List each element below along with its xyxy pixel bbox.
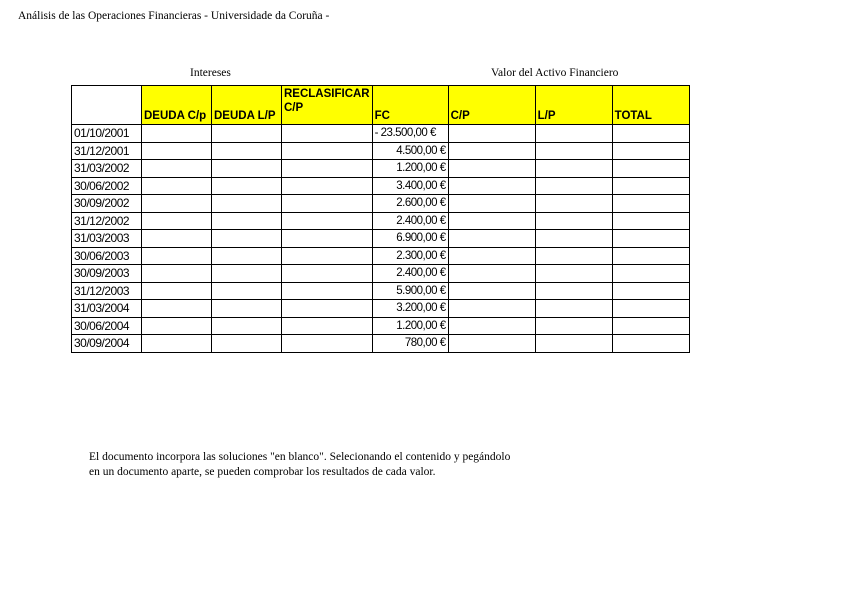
deuda-cp-cell bbox=[142, 125, 212, 143]
valor-total-cell bbox=[612, 195, 689, 213]
deuda-cp-cell bbox=[142, 300, 212, 318]
reclasificar-cp-cell bbox=[282, 125, 373, 143]
table-row bbox=[72, 212, 690, 230]
table-row bbox=[72, 160, 690, 178]
deuda-cp-cell bbox=[142, 160, 212, 178]
deuda-lp-cell bbox=[212, 300, 282, 318]
deuda-lp-cell bbox=[212, 230, 282, 248]
fc-cell: 2.600,00 € bbox=[372, 195, 448, 213]
document-title: Análisis de las Operaciones Financieras - Universidade da Coruña - bbox=[18, 10, 330, 22]
table-row bbox=[72, 195, 690, 213]
deuda-lp-cell bbox=[212, 282, 282, 300]
fc-cell: 2.400,00 € bbox=[372, 212, 448, 230]
deuda-lp-cell bbox=[212, 177, 282, 195]
valor-cp-cell bbox=[448, 212, 535, 230]
fc-cell: 4.500,00 € bbox=[372, 142, 448, 160]
header-cp: C/P bbox=[448, 86, 535, 125]
fc-cell: 3.200,00 € bbox=[372, 300, 448, 318]
table-row bbox=[72, 265, 690, 283]
date-cell: 30/09/2002 bbox=[72, 195, 142, 213]
date-cell: 01/10/2001 bbox=[72, 125, 142, 143]
reclasificar-cp-cell bbox=[282, 282, 373, 300]
table-header-row bbox=[72, 86, 690, 125]
table-row bbox=[72, 230, 690, 248]
valor-lp-cell bbox=[535, 177, 612, 195]
valor-lp-cell bbox=[535, 195, 612, 213]
fc-cell: 5.900,00 € bbox=[372, 282, 448, 300]
fc-cell: 2.400,00 € bbox=[372, 265, 448, 283]
header-reclasificar-cp: RECLASIFICAR C/P bbox=[282, 86, 373, 125]
valor-lp-cell bbox=[535, 247, 612, 265]
valor-total-cell bbox=[612, 142, 689, 160]
date-cell: 31/12/2001 bbox=[72, 142, 142, 160]
valor-lp-cell bbox=[535, 212, 612, 230]
valor-cp-cell bbox=[448, 317, 535, 335]
valor-cp-cell bbox=[448, 160, 535, 178]
deuda-cp-cell bbox=[142, 335, 212, 353]
table-row bbox=[72, 300, 690, 318]
valor-cp-cell bbox=[448, 300, 535, 318]
reclasificar-cp-cell bbox=[282, 247, 373, 265]
valor-cp-cell bbox=[448, 195, 535, 213]
valor-cp-cell bbox=[448, 265, 535, 283]
reclasificar-cp-cell bbox=[282, 335, 373, 353]
deuda-lp-cell bbox=[212, 142, 282, 160]
deuda-lp-cell bbox=[212, 247, 282, 265]
table-row bbox=[72, 247, 690, 265]
fc-cell: 6.900,00 € bbox=[372, 230, 448, 248]
deuda-lp-cell bbox=[212, 160, 282, 178]
date-cell: 31/03/2002 bbox=[72, 160, 142, 178]
deuda-cp-cell bbox=[142, 317, 212, 335]
deuda-lp-cell bbox=[212, 335, 282, 353]
table-row bbox=[72, 125, 690, 143]
valor-total-cell bbox=[612, 300, 689, 318]
reclasificar-cp-cell bbox=[282, 300, 373, 318]
valor-cp-cell bbox=[448, 177, 535, 195]
date-cell: 31/12/2003 bbox=[72, 282, 142, 300]
valor-cp-cell bbox=[448, 142, 535, 160]
reclasificar-cp-cell bbox=[282, 160, 373, 178]
valor-lp-cell bbox=[535, 160, 612, 178]
reclasificar-cp-cell bbox=[282, 265, 373, 283]
note-text bbox=[89, 450, 510, 480]
header-lp: L/P bbox=[535, 86, 612, 125]
fc-cell: 1.200,00 € bbox=[372, 317, 448, 335]
valor-total-cell bbox=[612, 335, 689, 353]
deuda-lp-cell bbox=[212, 317, 282, 335]
date-cell: 31/03/2003 bbox=[72, 230, 142, 248]
deuda-cp-cell bbox=[142, 177, 212, 195]
valor-cp-cell bbox=[448, 335, 535, 353]
valor-total-cell bbox=[612, 282, 689, 300]
deuda-lp-cell bbox=[212, 125, 282, 143]
fc-cell: 1.200,00 € bbox=[372, 160, 448, 178]
deuda-lp-cell bbox=[212, 195, 282, 213]
date-cell: 30/09/2004 bbox=[72, 335, 142, 353]
valor-lp-cell bbox=[535, 335, 612, 353]
valor-lp-cell bbox=[535, 265, 612, 283]
header-fc: FC bbox=[372, 86, 448, 125]
table-row bbox=[72, 317, 690, 335]
valor-total-cell bbox=[612, 177, 689, 195]
valor-lp-cell bbox=[535, 125, 612, 143]
table-row bbox=[72, 282, 690, 300]
date-cell: 30/09/2003 bbox=[72, 265, 142, 283]
note-line: en un documento aparte, se pueden comprobar los resultados de cada valor. bbox=[89, 466, 436, 478]
deuda-lp-cell bbox=[212, 265, 282, 283]
fc-cell: 780,00 € bbox=[372, 335, 448, 353]
date-cell: 31/03/2004 bbox=[72, 300, 142, 318]
valor-lp-cell bbox=[535, 230, 612, 248]
note-line: El documento incorpora las soluciones "en blanco". Selecionando el contenido y pegándolo bbox=[89, 451, 511, 463]
valor-cp-cell bbox=[448, 125, 535, 143]
valor-total-cell bbox=[612, 125, 689, 143]
date-cell: 30/06/2003 bbox=[72, 247, 142, 265]
valor-lp-cell bbox=[535, 282, 612, 300]
valor-lp-cell bbox=[535, 300, 612, 318]
deuda-cp-cell bbox=[142, 230, 212, 248]
table-row bbox=[72, 335, 690, 353]
valor-cp-cell bbox=[448, 230, 535, 248]
deuda-cp-cell bbox=[142, 247, 212, 265]
header-date-corner bbox=[72, 86, 142, 125]
date-cell: 31/12/2002 bbox=[72, 212, 142, 230]
valor-activo-group-label: Valor del Activo Financiero bbox=[491, 67, 619, 79]
valor-total-cell bbox=[612, 317, 689, 335]
valor-total-cell bbox=[612, 230, 689, 248]
valor-lp-cell bbox=[535, 317, 612, 335]
deuda-cp-cell bbox=[142, 265, 212, 283]
valor-total-cell bbox=[612, 160, 689, 178]
reclasificar-cp-cell bbox=[282, 230, 373, 248]
deuda-cp-cell bbox=[142, 282, 212, 300]
table-row bbox=[72, 142, 690, 160]
valor-cp-cell bbox=[448, 282, 535, 300]
reclasificar-cp-cell bbox=[282, 212, 373, 230]
reclasificar-cp-cell bbox=[282, 317, 373, 335]
valor-total-cell bbox=[612, 212, 689, 230]
deuda-cp-cell bbox=[142, 212, 212, 230]
header-deuda-lp: DEUDA L/P bbox=[212, 86, 282, 125]
header-total: TOTAL bbox=[612, 86, 689, 125]
intereses-group-label: Intereses bbox=[190, 67, 231, 79]
valor-total-cell bbox=[612, 265, 689, 283]
deuda-lp-cell bbox=[212, 212, 282, 230]
deuda-cp-cell bbox=[142, 142, 212, 160]
valor-lp-cell bbox=[535, 142, 612, 160]
reclasificar-cp-cell bbox=[282, 142, 373, 160]
table-row bbox=[72, 177, 690, 195]
fc-cell: 3.400,00 € bbox=[372, 177, 448, 195]
financial-schedule-table bbox=[71, 85, 690, 353]
valor-cp-cell bbox=[448, 247, 535, 265]
fc-cell: - 23.500,00 € bbox=[372, 125, 448, 143]
fc-cell: 2.300,00 € bbox=[372, 247, 448, 265]
deuda-cp-cell bbox=[142, 195, 212, 213]
reclasificar-cp-cell bbox=[282, 195, 373, 213]
date-cell: 30/06/2004 bbox=[72, 317, 142, 335]
reclasificar-cp-cell bbox=[282, 177, 373, 195]
valor-total-cell bbox=[612, 247, 689, 265]
header-deuda-cp: DEUDA C/p bbox=[142, 86, 212, 125]
date-cell: 30/06/2002 bbox=[72, 177, 142, 195]
